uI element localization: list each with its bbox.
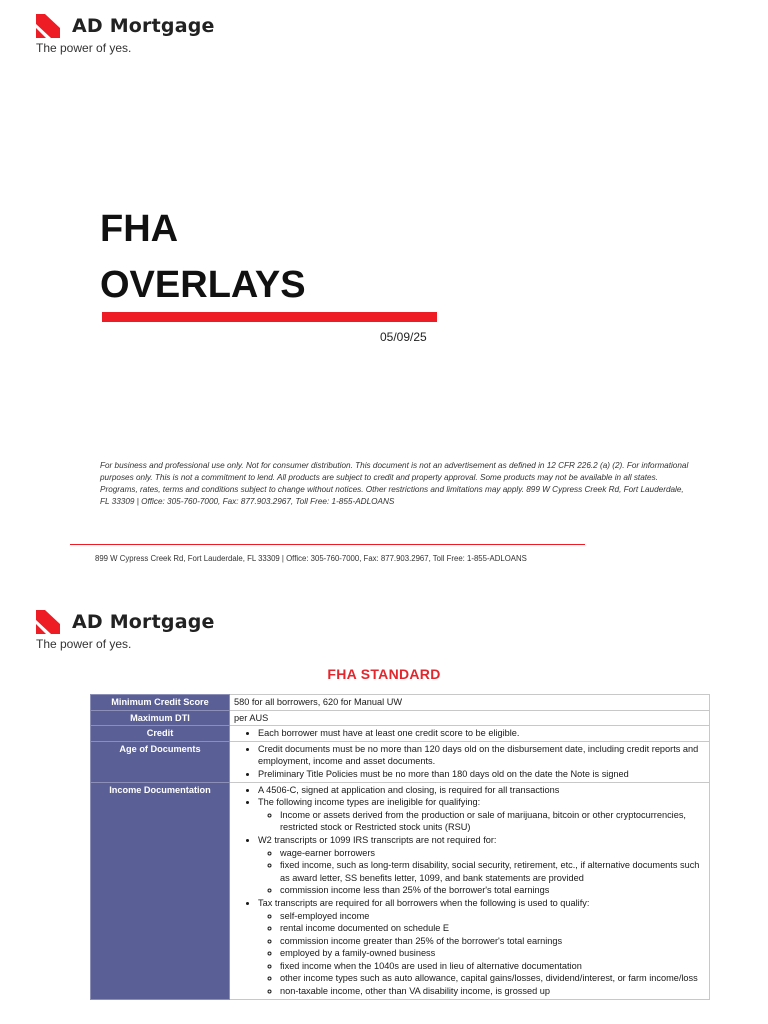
table-row [91, 741, 710, 782]
row-label: Income Documentation [91, 782, 230, 999]
list-item [258, 834, 705, 897]
footer-divider [70, 544, 585, 545]
list-item [258, 897, 705, 998]
row-label: Credit [91, 726, 230, 742]
sub-list-item: ◦ commission income greater than 25% of the borrower's total earnings [280, 935, 705, 948]
row-value [230, 726, 710, 742]
list-item: • Preliminary Title Policies must be no more than 180 days old on the date the Note is signed [258, 768, 705, 781]
list-item-text: W2 transcripts or 1099 IRS transcripts are not required for: [258, 834, 497, 845]
table-row [91, 710, 710, 726]
list-item [258, 796, 705, 834]
sub-list-item: ◦ other income types such as auto allowance, capital gains/losses, dividend/interest, or farm income/loss [280, 972, 705, 985]
row-label: Maximum DTI [91, 710, 230, 726]
brand-name: AD Mortgage [72, 611, 215, 633]
table-row [91, 782, 710, 999]
cover-title-line2: OVERLAYS [100, 264, 306, 306]
row-label: Age of Documents [91, 741, 230, 782]
list-item: • Credit documents must be no more than 120 days old on the disbursement date, including credit reports and employment, income and asset documents. [258, 743, 705, 768]
row-value: 580 for all borrowers, 620 for Manual UW [230, 695, 710, 711]
sub-list-item: ◦ commission income less than 25% of the borrower's total earnings [280, 884, 705, 897]
list-item: • Each borrower must have at least one credit score to be eligible. [258, 727, 705, 740]
footer-contact: 899 W Cypress Creek Rd, Fort Lauderdale, FL 33309 | Office: 305-760-7000, Fax: 877.903.2967, Toll Free: 1-855-ADLOANS [95, 554, 527, 563]
sub-list-item: ◦ rental income documented on schedule E [280, 922, 705, 935]
list-item-text: The following income types are ineligible for qualifying: [258, 797, 481, 808]
table-row [91, 726, 710, 742]
row-value: per AUS [230, 710, 710, 726]
sub-list-item: ◦ wage-earner borrowers [280, 847, 705, 860]
list-item: • A 4506-C, signed at application and closing, is required for all transactions [258, 784, 705, 797]
sub-list-item: ◦ Income or assets derived from the production or sale of marijuana, bitcoin or other cryptocurrencies, restricted stock or Restricted stock units (RSU) [280, 809, 705, 834]
row-label: Minimum Credit Score [91, 695, 230, 711]
ad-mortgage-logo-icon [36, 610, 60, 634]
disclaimer-text: For business and professional use only. Not for consumer distribution. This document is not an advertisement as defined in 12 CFR 226.2 (a) (2). For informational purposes only. This is not a commitment to lend. All products are subject to credit and property approval. Some products may not be available in all states. Programs, rates, terms and conditions subject to change without notices. Other restrictions and limitations may apply. 899 W Cypress Creek Rd, Fort Lauderdale, FL 33309 | Office: 305-760-7000, Fax: 877.903.2967, Toll Free: 1-855-ADLOANS [100, 461, 689, 506]
sub-list-item: ◦ fixed income, such as long-term disability, social security, retirement, etc., if alternative documents such as award letter, SS benefits letter, 1099, and bank statements are provided [280, 859, 705, 884]
sub-list-item: ◦ self-employed income [280, 910, 705, 923]
brand-name: AD Mortgage [72, 15, 215, 37]
row-value [230, 741, 710, 782]
table-row [91, 695, 710, 711]
cover-title-line1: FHA [100, 208, 179, 250]
overlays-table [90, 694, 710, 1000]
sub-list-item: ◦ fixed income when the 1040s are used in lieu of alternative documentation [280, 960, 705, 973]
row-value [230, 782, 710, 999]
list-item-text: Tax transcripts are required for all borrowers when the following is used to qualify: [258, 897, 590, 908]
brand-tagline: The power of yes. [36, 41, 132, 55]
cover-date: 05/09/25 [380, 330, 427, 344]
title-underline-bar [102, 312, 437, 322]
sub-list-item: ◦ non-taxable income, other than VA disability income, is grossed up [280, 985, 705, 998]
company-logo-page2 [36, 610, 215, 651]
company-logo [36, 14, 215, 55]
brand-tagline: The power of yes. [36, 637, 132, 651]
section-title: FHA STANDARD [327, 666, 441, 682]
sub-list-item: ◦ employed by a family-owned business [280, 947, 705, 960]
ad-mortgage-logo-icon [36, 14, 60, 38]
